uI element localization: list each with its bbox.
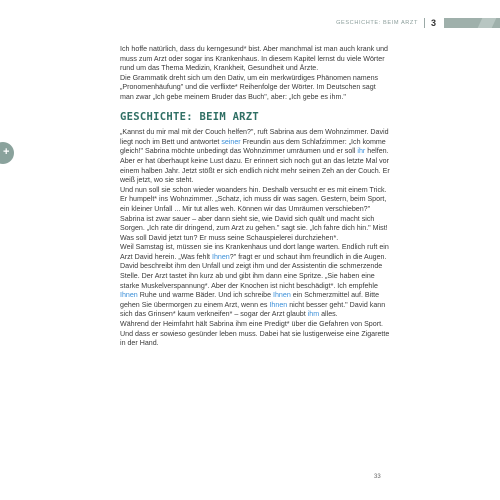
story-paragraph: [120, 320, 390, 349]
text-run: Ruhe und warme Bäder. Und ich schreibe: [137, 291, 274, 300]
story-paragraph: [120, 157, 390, 186]
text-run: Weil Samstag ist, müssen sie ins Krankenhaus und dort lange warten. Endlich ruft ein Arzt David herein. „Was fehlt: [120, 243, 389, 261]
section-heading: GESCHICHTE: BEIM ARZT: [120, 110, 260, 123]
highlighted-word: ihm: [307, 310, 320, 319]
story-paragraph: [120, 128, 390, 157]
highlighted-word: Ihnen: [120, 291, 138, 300]
highlighted-word: Ihnen: [269, 300, 288, 309]
text-run: David beschreibt ihm den Unfall und zeigt ihm und der Assistentin die schmerzende Stelle. Der Arzt tastet ihn kurz ab und gibt ihm dann eine Spritze. „Sie haben eine starke Muskelverspannung*. Aber der Knochen ist nicht beschädigt*. Ich empfehle: [120, 262, 383, 290]
highlighted-word: ihr: [357, 147, 366, 156]
intro-paragraph: Ich hoffe natürlich, dass du kerngesund* bist. Aber manchmal ist man auch krank und muss zum Arzt oder sogar ins Krankenhaus. In diesem Kapitel lernst du viele Wörter rund um das Thema Medizin, Krankheit, Gesundheit und Ärzte.: [120, 45, 389, 73]
text-run: Während der Heimfahrt hält Sabrina ihm eine Predigt* über die Gefahren von Sport. Und dass er sowieso gesünder leben muss. Dabei hat sie lustigerweise eine Zigarette in der Hand.: [120, 320, 390, 348]
story-paragraph: [120, 243, 390, 262]
text-run: Freundin aus dem Schlafzimmer: „Ich komme gleich!" Sabrina möchte unbedingt das Wohnzimmer umräumen und er soll: [120, 137, 386, 156]
text-run: helfen.: [365, 147, 389, 156]
text-run: nicht besser geht." David kann sich das Grinsen* kaum verkneifen* – sogar der Arzt glaubt: [120, 300, 386, 319]
header-decoration-bar: [444, 18, 500, 28]
highlighted-word: Ihnen: [273, 291, 291, 300]
plus-circle-icon: +: [0, 142, 14, 164]
intro-paragraph: Die Grammatik dreht sich um den Dativ, um ein merkwürdiges Phänomen namens „Pronomenhäufung" und die verflixte* Reihenfolge der Wörter. Im Deutschen sagt man zwar „Ich gebe meinem Bruder das Buch", aber: „Ich gebe es ihm.": [120, 73, 379, 101]
story-paragraph: [120, 262, 390, 320]
page-header: [336, 16, 500, 30]
highlighted-word: Ihnen: [212, 252, 230, 261]
story-paragraph: [120, 186, 390, 244]
running-title: GESCHICHTE: BEIM ARZT: [336, 20, 418, 26]
text-run: alles.: [319, 310, 338, 319]
story-text: [120, 128, 390, 349]
highlighted-word: seiner: [221, 137, 241, 146]
page-body: [120, 45, 390, 349]
chapter-number: 3: [430, 18, 436, 28]
text-run: „Kannst du mir mal mit der Couch helfen?", ruft Sabrina aus dem Wohnzimmer. David liegt noch im Bett und antwortet: [120, 128, 389, 146]
text-run: Aber er hat überhaupt keine Lust dazu. Er erinnert sich noch gut an das letzte Mal vor einem halben Jahr. Jetzt stößt er sich endlich nicht mehr seinen Zeh an der Couch. Er weiß jetzt, wo sie steht.: [120, 156, 390, 185]
text-run: Und nun soll sie schon wieder woanders hin. Deshalb versucht er es mit einem Trick. Er humpelt* ins Wohnzimmer. „Schatz, ich muss dir was sagen. Gestern, beim Sport, ein kleiner Unfall ... Mir tut alles weh. Können wir das Umräumen verschieben?" Sabrina ist zwar sauer – aber dann sieht sie, wie David sich quält und macht sich Sorgen. „Ich rate dir dringend, zum Arzt zu gehen." sagt sie. „Ich fahre dich hin." Mist! Was soll David jetzt tun? Er muss seine Schauspielerei durchziehen*.: [120, 185, 388, 242]
header-divider: [424, 18, 425, 28]
text-run: ?" fragt er und schaut ihm freundlich in die Augen.: [229, 252, 387, 261]
page-number: 33: [374, 474, 381, 480]
text-run: ein Schmerzmittel auf. Bitte gehen Sie übermorgen zu einem Arzt, wenn es: [120, 291, 380, 309]
